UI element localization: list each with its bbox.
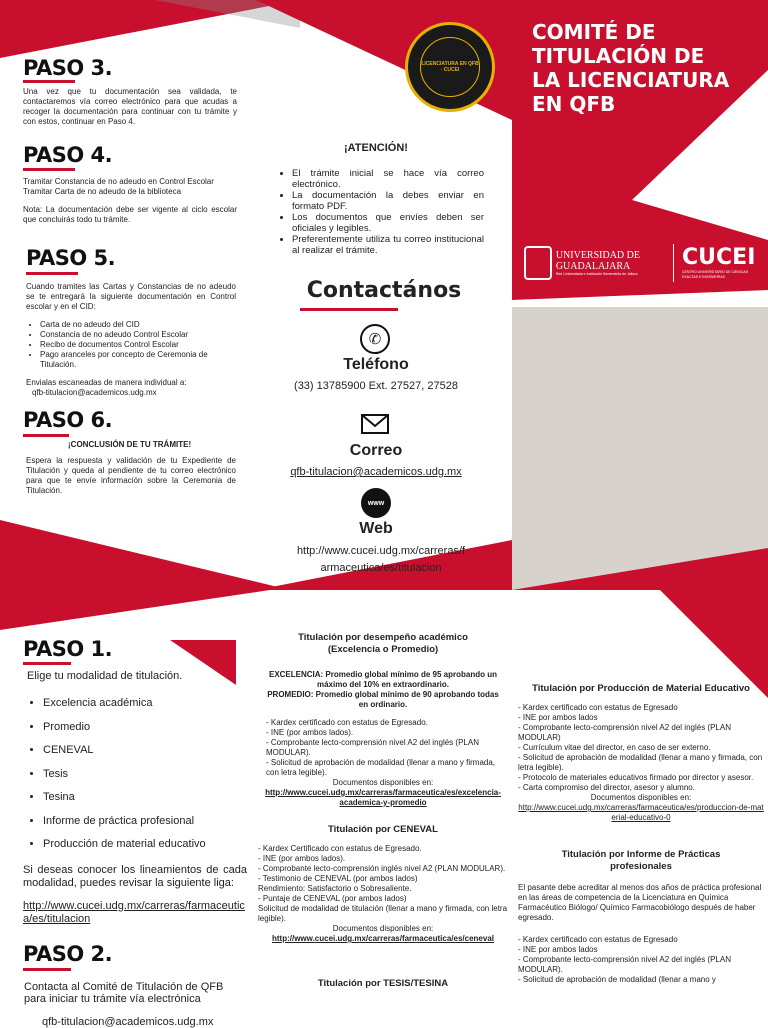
paso5-underline <box>26 272 78 275</box>
udg-name-line1: UNIVERSIDAD DE <box>555 249 640 261</box>
paso6-body: Espera la respuesta y validación de tu Expediente de Titulación y queda al pendiente de tu correo electrónico para que te envíe información sobre la Ceremonia de Titulación. <box>26 456 236 495</box>
list-item: • Pago aranceles por concepto de Ceremonia de Titulación. <box>40 350 236 370</box>
list-item: - Comprobante lecto-comprensión nivel A2 del inglés (PLAN MODULAR) <box>518 723 731 742</box>
list-item: • Carta de no adeudo del CID <box>40 320 236 330</box>
udg-seal-icon <box>524 246 552 280</box>
bottom-left-red-triangle <box>170 640 260 690</box>
material-docs-label: Documentos disponibles en: <box>590 793 692 802</box>
excelencia-desc-line1: EXCELENCIA: Promedio global mínimo de 95 aprobando un máximo del 10% en extraordinario. <box>268 670 498 689</box>
paso6-underline <box>23 434 69 437</box>
paso1-subtitle: Elige tu modalidad de titulación. <box>27 670 183 682</box>
paso2-title: PASO 2. <box>23 942 113 966</box>
ceneval-requirements <box>258 844 508 924</box>
paso6-subtitle: ¡CONCLUSIÓN DE TU TRÁMITE! <box>68 440 192 449</box>
paso5-send: Envialas escaneadas de manera individual a: <box>26 378 187 387</box>
list-item: - Comprobante lecto-comprensión nivel A2 del inglés (PLAN MODULAR). <box>266 738 479 757</box>
paso3-title: PASO 3. <box>23 56 113 80</box>
udg-name-line2: GUADALAJARA <box>555 260 631 272</box>
mail-icon <box>360 413 390 435</box>
list-item: - INE por ambos lados <box>518 945 598 954</box>
paso4-line1: Tramitar Constancia de no adeudo en Control Escolar <box>23 177 214 186</box>
excelencia-requirements <box>258 718 508 778</box>
paso4-note: Nota: La documentación debe ser vigente al ciclo escolar que concluirás todo tu trámite. <box>23 205 237 224</box>
practicas-requirements <box>518 935 764 985</box>
phone-number[interactable]: (33) 13785900 Ext. 27527, 27528 <box>294 380 458 392</box>
web-link-line2: armaceutica/es/titulacion <box>320 562 442 574</box>
list-item: - Protocolo de materiales educativos firmado por director y asesor. <box>518 773 754 782</box>
material-requirements <box>518 703 764 793</box>
list-item: • Promedio <box>43 716 247 740</box>
list-item: - Kardex certificado con estatus de Egresado. <box>266 718 428 727</box>
list-item: - Carta compromiso del director, asesor y alumno. <box>518 783 695 792</box>
paso4-body <box>23 177 237 225</box>
list-item: • Preferentemente utiliza tu correo institucional al realizar el trámite. <box>292 234 484 256</box>
paso4-underline <box>23 168 75 171</box>
list-item: - Comprobante lecto-comprensión inglés nivel A2 (PLAN MODULAR). <box>258 864 506 873</box>
phone-icon: ✆ <box>360 324 390 354</box>
emblem-text: LICENCIATURA EN QFB · CUCEI <box>420 37 480 97</box>
excelencia-title: Titulación por desempeño académico (Excelencia o Promedio) <box>298 632 468 655</box>
attention-title: ¡ATENCIÓN! <box>344 142 408 154</box>
list-item: • Producción de material educativo <box>43 833 247 857</box>
list-item: • Tesis <box>43 763 247 787</box>
ceneval-title: Titulación por CENEVAL <box>328 824 438 835</box>
udg-subtitle: Red Universitaria e Institución Benemérita de Jalisco <box>555 271 638 276</box>
paso1-guide: Si deseas conocer los lineamientos de cada modalidad, puedes revisar la siguiente liga: <box>23 864 247 889</box>
qfb-emblem <box>405 22 495 112</box>
udg-logo-block <box>524 243 762 283</box>
list-item: - INE por ambos lados <box>518 713 598 722</box>
cucei-subtitle: CENTRO UNIVERSITARIO DE CIENCIAS EXACTAS E INGENIERÍAS <box>682 270 749 279</box>
list-item: • La documentación la debes enviar en formato PDF. <box>292 190 484 212</box>
list-item: • Recibo de documentos Control Escolar <box>40 340 236 350</box>
list-item: • Informe de práctica profesional <box>43 810 247 834</box>
list-item: - Solicitud de aprobación de modalidad (llenar a mano y firmada, con letra legible). <box>518 753 763 772</box>
top-left-bottom-triangle <box>0 520 300 590</box>
web-link[interactable] <box>266 543 496 577</box>
list-item: • El trámite inicial se hace vía correo electrónico. <box>292 168 484 190</box>
logo-divider <box>673 244 674 282</box>
list-item: - Kardex certificado con estatus de Egresado <box>518 703 678 712</box>
practicas-title: Titulación por Informe de Prácticas profesionales <box>561 849 721 872</box>
paso5-list <box>26 320 236 370</box>
cucei-wordmark: CUCEI <box>682 245 756 270</box>
list-item: Solicitud de modalidad de titulación (llenar a mano y firmada, con letra legible). <box>258 904 508 923</box>
paso5-email[interactable]: qfb-titulacion@academicos.udg.mx <box>32 388 157 397</box>
paso2-body: Contacta al Comité de Titulación de QFB para iniciar tu trámite vía electrónica <box>24 981 224 1005</box>
bottom-top-red-triangle <box>0 590 270 630</box>
list-item: - Kardex Certificado con estatus de Egresado. <box>258 844 422 853</box>
excelencia-desc-line2: PROMEDIO: Promedio global mínimo de 90 aprobando todas en ordinario. <box>267 690 499 709</box>
list-item: • Constancia de no adeudo Control Escolar <box>40 330 236 340</box>
attention-list <box>276 168 484 256</box>
excelencia-desc <box>258 670 508 710</box>
bottom-middle-column <box>258 632 508 990</box>
list-item: - Solicitud de aprobación de modalidad (llenar a mano y <box>518 975 716 984</box>
material-link[interactable]: http://www.cucei.udg.mx/carreras/farmaceutica/es/produccion-de-material-educativo-0 <box>518 803 764 822</box>
web-label: Web <box>359 520 393 537</box>
top-left-gray-triangle <box>0 0 300 60</box>
list-item: Rendimiento: Satisfactorio o Sobresaliente. <box>258 884 412 893</box>
list-item: - INE (por ambos lados). <box>258 854 346 863</box>
contact-underline <box>300 308 398 311</box>
photo-bottom-triangle <box>512 548 768 590</box>
right-panel-title: COMITÉ DE TITULACIÓN DE LA LICENCIATURA EN QFB <box>532 20 730 116</box>
paso1-title: PASO 1. <box>23 637 113 661</box>
ceneval-link[interactable]: http://www.cucei.udg.mx/carreras/farmaceutica/es/ceneval <box>271 934 495 943</box>
list-item: - Currículum vitae del director, en caso de ser externo. <box>518 743 711 752</box>
ceneval-docs-label: Documentos disponibles en: <box>332 924 434 933</box>
mail-label: Correo <box>349 442 403 459</box>
paso6-title: PASO 6. <box>23 408 113 432</box>
paso5-intro: Cuando tramites las Cartas y Constancias de no adeudo se te entregará la siguiente documentación en Control escolar y en el CID: <box>26 282 236 311</box>
list-item: • Tesina <box>43 786 247 810</box>
list-item: - Comprobante lecto-comprensión nivel A2 del inglés (PLAN MODULAR). <box>518 955 731 974</box>
paso1-link[interactable]: http://www.cucei.udg.mx/carreras/farmaceutica/es/titulacion <box>23 900 245 925</box>
list-item: - Puntaje de CENEVAL (por ambos lados) <box>258 894 407 903</box>
web-link-line1: http://www.cucei.udg.mx/carreras/f <box>296 545 466 557</box>
phone-label: Teléfono <box>343 356 409 373</box>
tesis-title: Titulación por TESIS/TESINA <box>317 978 449 989</box>
mail-link[interactable]: qfb-titulacion@academicos.udg.mx <box>290 466 462 478</box>
paso4-line2: Tramitar Carta de no adeudo de la biblioteca <box>23 187 182 196</box>
bottom-right-column <box>518 683 764 985</box>
list-item: - Kardex certificado con estatus de Egresado <box>518 935 678 944</box>
practicas-desc: El pasante debe acreditar al menos dos años de práctica profesional en las áreas de competencia de la Licenciatura en Química Farmacéutico Biólogo/ Químico Farmacobiólogo después de haber egresado. <box>518 883 762 922</box>
list-item: - Solicitud de aprobación de modalidad (llenar a mano y firmada, con letra legible). <box>266 758 496 777</box>
web-icon: www <box>361 488 391 518</box>
material-title: Titulación por Producción de Material Educativo <box>532 683 750 694</box>
excelencia-link[interactable]: http://www.cucei.udg.mx/carreras/farmaceutica/es/excelencia-academica-y-promedio <box>265 788 501 807</box>
paso5-body <box>26 282 236 398</box>
paso2-email[interactable]: qfb-titulacion@academicos.udg.mx <box>42 1016 214 1028</box>
paso5-title: PASO 5. <box>26 246 116 270</box>
list-item: • Los documentos que envíes deben ser oficiales y legibles. <box>292 212 484 234</box>
paso4-title: PASO 4. <box>23 143 113 167</box>
list-item: • Excelencia académica <box>43 692 247 716</box>
list-item: - INE (por ambos lados). <box>266 728 354 737</box>
paso1-underline <box>23 662 71 665</box>
paso2-underline <box>23 968 71 971</box>
paso3-underline <box>23 80 75 83</box>
contact-title: Contactános <box>306 278 462 303</box>
list-item: • CENEVAL <box>43 739 247 763</box>
paso3-body: Una vez que tu documentación sea validada, te contactaremos vía correo electrónico para que acudas a recoger la documentación para continuar con tu trámite y con estos, continuar en Paso 4. <box>23 87 237 126</box>
excelencia-docs-label: Documentos disponibles en: <box>332 778 434 787</box>
modalidad-list <box>27 692 247 857</box>
list-item: - Testimonio de CENEVAL (por ambos lados) <box>258 874 418 883</box>
